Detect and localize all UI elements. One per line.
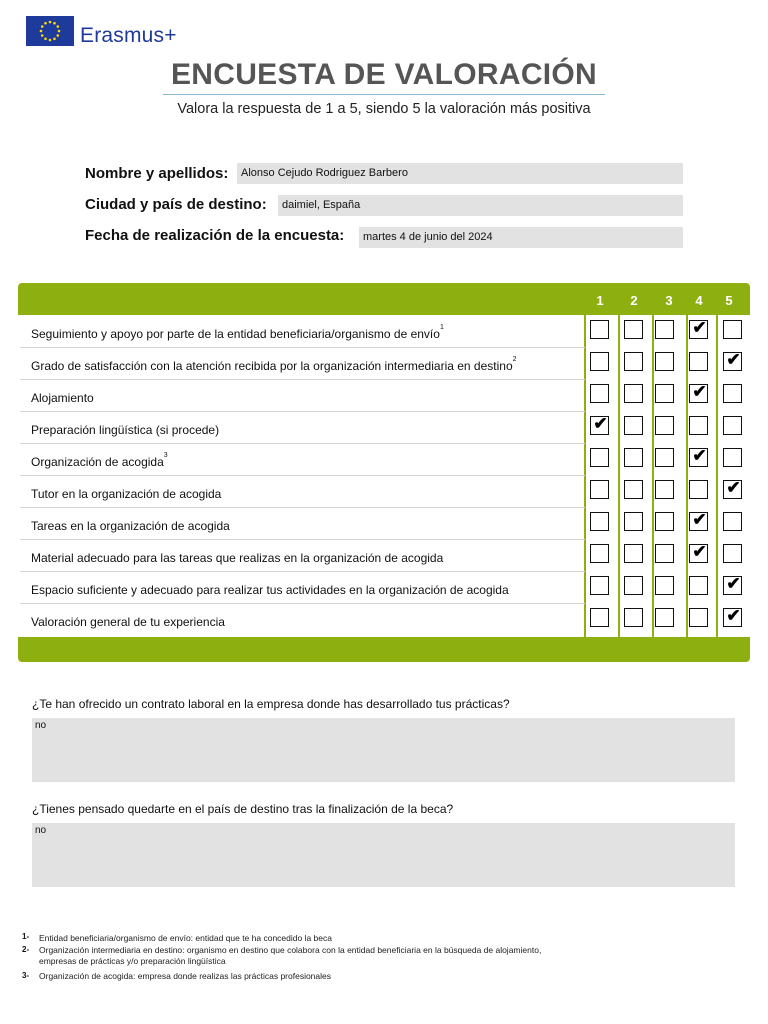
- rating-checkbox-4[interactable]: [689, 608, 708, 627]
- rating-row-label: [31, 452, 168, 469]
- rating-row: [18, 379, 585, 411]
- rating-row: [18, 539, 585, 571]
- rating-checkbox-3[interactable]: [655, 576, 674, 595]
- rating-checkbox-2[interactable]: [624, 544, 643, 563]
- checkmark-icon: ✔: [726, 350, 741, 369]
- rating-checkbox-1[interactable]: [590, 384, 609, 403]
- column-separator: [652, 315, 654, 637]
- rating-checkbox-4[interactable]: [689, 384, 708, 403]
- rating-row: [18, 571, 585, 603]
- question-stay: ¿Tienes pensado quedarte en el país de destino tras la finalización de la beca?: [32, 802, 454, 816]
- rating-checkbox-1[interactable]: [590, 416, 609, 435]
- rating-row-text: Valoración general de tu experiencia: [31, 615, 225, 629]
- rating-row-text: Tutor en la organización de acogida: [31, 487, 222, 501]
- rating-checkbox-4[interactable]: [689, 352, 708, 371]
- footnote-text: [39, 933, 332, 944]
- rating-row-text: Organización de acogida: [31, 455, 164, 469]
- rating-checkbox-4[interactable]: [689, 448, 708, 467]
- page-title: ENCUESTA DE VALORACIÓN: [170, 58, 598, 91]
- checkmark-icon: ✔: [692, 318, 707, 337]
- rating-checkbox-4[interactable]: [689, 576, 708, 595]
- rating-row-label: [31, 487, 221, 501]
- rating-checkbox-1[interactable]: [590, 352, 609, 371]
- row-divider: [20, 571, 585, 572]
- column-header-2: 2: [630, 293, 638, 308]
- row-divider: [20, 507, 585, 508]
- rating-checkbox-5[interactable]: [723, 384, 742, 403]
- rating-row: [18, 347, 585, 379]
- column-header-5: 5: [725, 293, 733, 308]
- column-separator: [618, 315, 620, 637]
- page-subtitle: Valora la respuesta de 1 a 5, siendo 5 la valoración más positiva: [177, 101, 591, 117]
- rating-checkbox-1[interactable]: [590, 544, 609, 563]
- eu-flag-icon: [26, 16, 74, 46]
- rating-checkbox-3[interactable]: [655, 544, 674, 563]
- rating-checkbox-2[interactable]: [624, 448, 643, 467]
- checkmark-icon: ✔: [692, 510, 707, 529]
- row-divider: [20, 443, 585, 444]
- rating-checkbox-5[interactable]: [723, 576, 742, 595]
- rating-checkbox-5[interactable]: [723, 480, 742, 499]
- rating-checkbox-3[interactable]: [655, 320, 674, 339]
- rating-checkbox-1[interactable]: [590, 512, 609, 531]
- row-divider: [20, 379, 585, 380]
- rating-table: [18, 283, 750, 662]
- checkmark-icon: ✔: [593, 414, 608, 433]
- checkmark-icon: ✔: [692, 542, 707, 561]
- eu-stars-icon: [26, 16, 74, 46]
- brand-name: Erasmus+: [80, 24, 177, 47]
- date-field[interactable]: martes 4 de junio del 2024: [359, 227, 683, 248]
- rating-row-label: [31, 615, 225, 629]
- footnote-number: 2-: [22, 945, 30, 954]
- name-label: Nombre y apellidos:: [85, 165, 229, 182]
- rating-rows: [18, 315, 750, 637]
- rating-row-label: [31, 356, 517, 373]
- checkmark-icon: ✔: [726, 478, 741, 497]
- footnote-number: 3-: [22, 971, 30, 980]
- column-header-1: 1: [596, 293, 604, 308]
- rating-checkbox-1[interactable]: [590, 608, 609, 627]
- rating-checkbox-3[interactable]: [655, 480, 674, 499]
- rating-checkbox-5[interactable]: [723, 544, 742, 563]
- rating-checkbox-5[interactable]: [723, 416, 742, 435]
- question-contract: ¿Te han ofrecido un contrato laboral en la empresa donde has desarrollado tus prácticas?: [32, 697, 510, 711]
- rating-checkbox-2[interactable]: [624, 576, 643, 595]
- footnote-marker: 3: [163, 452, 168, 459]
- row-divider: [20, 347, 585, 348]
- footnote-marker: 1: [439, 324, 444, 331]
- rating-checkbox-1[interactable]: [590, 576, 609, 595]
- rating-checkbox-3[interactable]: [655, 608, 674, 627]
- rating-checkbox-2[interactable]: [624, 320, 643, 339]
- rating-row-label: [31, 324, 444, 341]
- rating-checkbox-5[interactable]: [723, 352, 742, 371]
- rating-checkbox-3[interactable]: [655, 352, 674, 371]
- footnote-text: [39, 945, 541, 967]
- rating-checkbox-5[interactable]: [723, 448, 742, 467]
- rating-checkbox-5[interactable]: [723, 608, 742, 627]
- rating-row-text: Preparación lingüística (si procede): [31, 423, 220, 437]
- footnote-line: Entidad beneficiaria/organismo de envío: entidad que te ha concedido la beca: [39, 933, 332, 943]
- rating-row: [18, 603, 585, 635]
- column-separator: [686, 315, 688, 637]
- rating-row-text: Tareas en la organización de acogida: [31, 519, 230, 533]
- rating-row-text: Grado de satisfacción con la atención recibida por la organización intermediaria en destino: [31, 359, 513, 373]
- checkmark-icon: ✔: [692, 382, 707, 401]
- rating-checkbox-3[interactable]: [655, 416, 674, 435]
- answer-stay-field[interactable]: no: [32, 823, 735, 887]
- rating-checkbox-1[interactable]: [590, 320, 609, 339]
- rating-checkbox-5[interactable]: [723, 320, 742, 339]
- rating-checkbox-2[interactable]: [624, 384, 643, 403]
- row-divider: [20, 411, 585, 412]
- column-separator: [716, 315, 718, 637]
- rating-checkbox-1[interactable]: [590, 480, 609, 499]
- footnote-line: empresas de prácticas y/o preparación lingüística: [39, 956, 226, 966]
- rating-checkbox-4[interactable]: [689, 480, 708, 499]
- rating-row-label: [31, 391, 94, 405]
- name-field[interactable]: Alonso Cejudo Rodriguez Barbero: [237, 163, 683, 184]
- rating-checkbox-2[interactable]: [624, 480, 643, 499]
- column-header-4: 4: [695, 293, 703, 308]
- rating-row: [18, 315, 585, 347]
- destination-field[interactable]: daimiel, España: [278, 195, 683, 216]
- rating-checkbox-1[interactable]: [590, 448, 609, 467]
- destination-label: Ciudad y país de destino:: [85, 196, 267, 213]
- rating-checkbox-5[interactable]: [723, 512, 742, 531]
- rating-row-text: Alojamiento: [31, 391, 94, 405]
- rating-row-text: Espacio suficiente y adecuado para realizar tus actividades en la organización de acogida: [31, 583, 509, 597]
- rating-row: [18, 411, 585, 443]
- rating-checkbox-3[interactable]: [655, 384, 674, 403]
- footnote-marker: 2: [512, 356, 517, 363]
- rating-row-label: [31, 583, 509, 597]
- footnote-text: [39, 971, 331, 982]
- rating-checkbox-3[interactable]: [655, 512, 674, 531]
- footnote-line: Organización de acogida: empresa donde realizas las prácticas profesionales: [39, 971, 332, 981]
- rating-row: [18, 507, 585, 539]
- rating-row: [18, 443, 585, 475]
- footnote-number: 1-: [22, 932, 30, 941]
- column-header-3: 3: [665, 293, 673, 308]
- rating-checkbox-2[interactable]: [624, 608, 643, 627]
- checkmark-icon: ✔: [692, 446, 707, 465]
- rating-checkbox-2[interactable]: [624, 512, 643, 531]
- row-divider: [20, 475, 585, 476]
- rating-row-label: [31, 551, 443, 565]
- rating-checkbox-3[interactable]: [655, 448, 674, 467]
- rating-checkbox-2[interactable]: [624, 416, 643, 435]
- rating-checkbox-4[interactable]: [689, 544, 708, 563]
- rating-checkbox-4[interactable]: [689, 416, 708, 435]
- footnote-line: Organización intermediaria en destino: organismo en destino que colabora con la entidad beneficiaria en la búsqueda de alojamiento,: [39, 945, 542, 955]
- rating-checkbox-4[interactable]: [689, 320, 708, 339]
- checkmark-icon: ✔: [726, 606, 741, 625]
- answer-contract-field[interactable]: no: [32, 718, 735, 782]
- row-divider: [20, 603, 585, 604]
- date-label: Fecha de realización de la encuesta:: [85, 227, 345, 244]
- rating-row-label: [31, 423, 219, 437]
- rating-checkbox-4[interactable]: [689, 512, 708, 531]
- title-divider: [163, 94, 605, 95]
- checkmark-icon: ✔: [726, 574, 741, 593]
- rating-row-text: Seguimiento y apoyo por parte de la entidad beneficiaria/organismo de envío: [31, 327, 440, 341]
- rating-row: [18, 475, 585, 507]
- rating-row-label: [31, 519, 230, 533]
- rating-row-text: Material adecuado para las tareas que realizas en la organización de acogida: [31, 551, 444, 565]
- rating-checkbox-2[interactable]: [624, 352, 643, 371]
- row-divider: [20, 539, 585, 540]
